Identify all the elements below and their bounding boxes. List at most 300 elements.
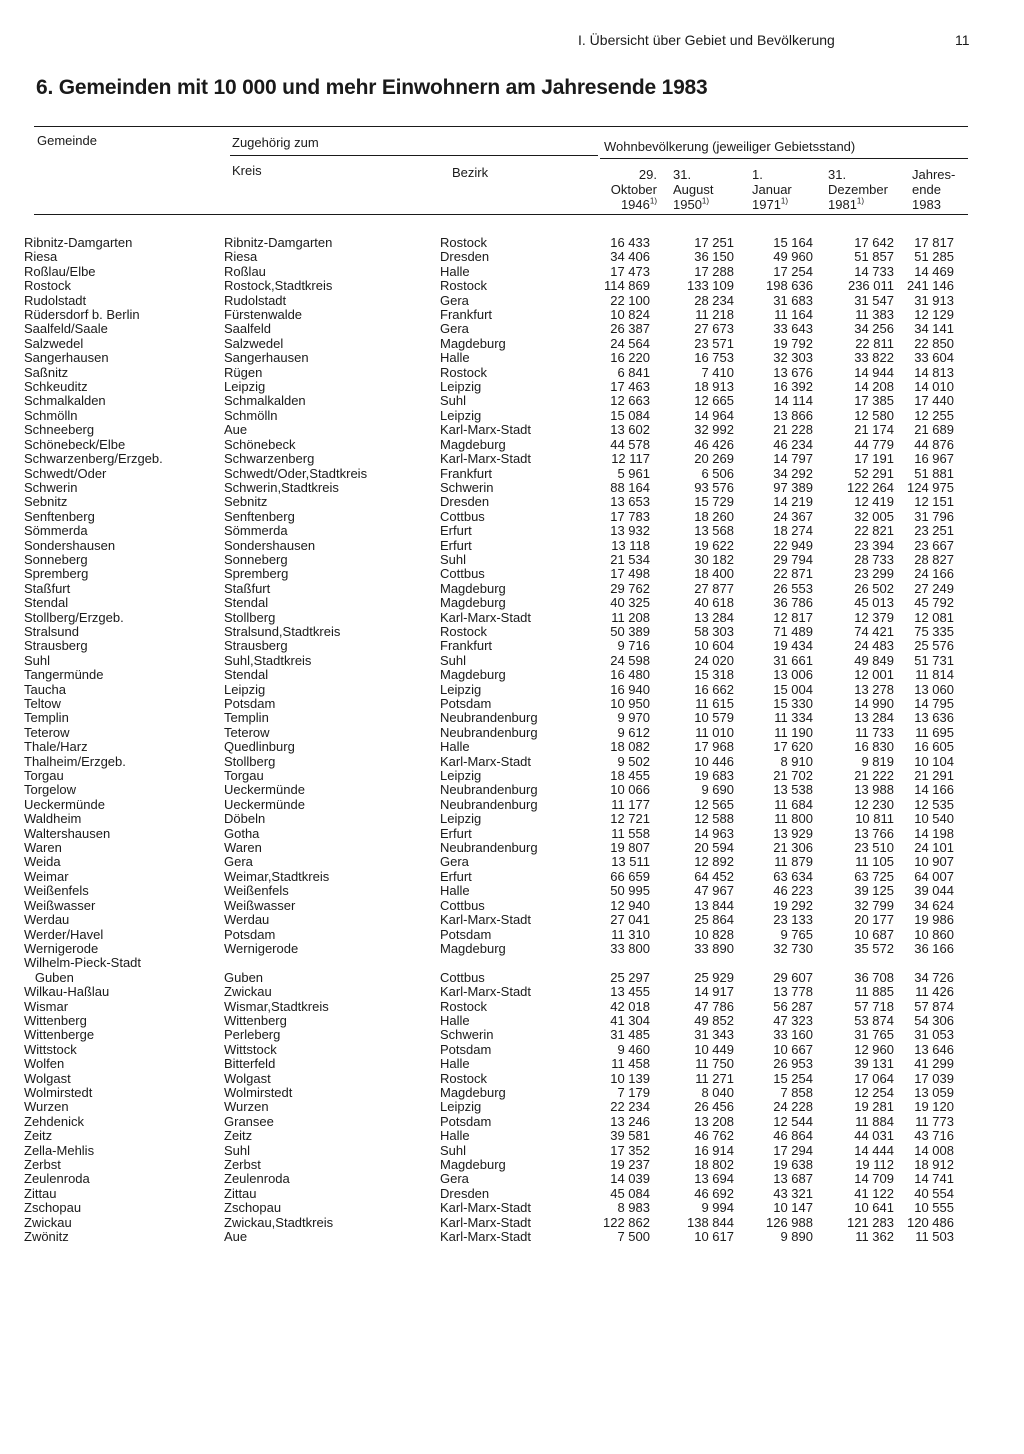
cell-kreis: Ueckermünde bbox=[224, 796, 305, 812]
cell-value: 14 917 bbox=[694, 984, 734, 1000]
table-row bbox=[0, 524, 1024, 538]
cell-value: 9 819 bbox=[861, 753, 894, 769]
cell-value: 10 907 bbox=[914, 854, 954, 870]
cell-value: 16 662 bbox=[694, 681, 734, 697]
running-header: I. Übersicht über Gebiet und Bevölkerung bbox=[578, 32, 835, 48]
cell-bezirk: Halle bbox=[440, 883, 470, 899]
cell-bezirk: Potsdam bbox=[440, 1041, 492, 1057]
table-row bbox=[0, 683, 1024, 697]
cell-value: 8 040 bbox=[701, 1084, 734, 1100]
cell-value: 17 473 bbox=[610, 263, 650, 279]
cell-value: 16 830 bbox=[854, 739, 894, 755]
table-row bbox=[0, 467, 1024, 481]
cell-gemeinde: Strausberg bbox=[24, 638, 88, 654]
cell-gemeinde: Schkeuditz bbox=[24, 379, 88, 395]
cell-value: 44 779 bbox=[854, 436, 894, 452]
cell-value: 56 287 bbox=[773, 998, 813, 1014]
cell-gemeinde: Zwönitz bbox=[24, 1229, 69, 1245]
table-row bbox=[0, 870, 1024, 884]
cell-value: 31 913 bbox=[914, 292, 954, 308]
table-row bbox=[0, 582, 1024, 596]
cell-value: 21 702 bbox=[773, 768, 813, 784]
cell-value: 33 822 bbox=[854, 350, 894, 366]
header-col-1981: 31. Dezember 1981$^{1)}$ bbox=[828, 167, 888, 212]
cell-kreis: Leipzig bbox=[224, 681, 266, 697]
cell-value: 21 174 bbox=[854, 422, 894, 438]
cell-value: 14 813 bbox=[914, 364, 954, 380]
cell-value: 49 849 bbox=[854, 652, 894, 668]
footnote-marker: 1) bbox=[649, 196, 657, 206]
cell-value: 14 198 bbox=[914, 825, 954, 841]
cell-value: 32 730 bbox=[773, 940, 813, 956]
cell-value: 21 306 bbox=[773, 840, 813, 856]
cell-bezirk: Potsdam bbox=[440, 1113, 492, 1129]
cell-value: 20 177 bbox=[854, 912, 894, 928]
cell-gemeinde: Wilkau-Haßlau bbox=[24, 984, 110, 1000]
cell-gemeinde: Wolmirstedt bbox=[24, 1084, 93, 1100]
cell-value: 241 146 bbox=[907, 278, 954, 294]
page-title: 6. Gemeinden mit 10 000 und mehr Einwohnern am Jahresende 1983 bbox=[36, 76, 708, 99]
cell-value: 31 796 bbox=[914, 508, 954, 524]
cell-value: 22 811 bbox=[855, 335, 894, 351]
cell-gemeinde: Wittenberge bbox=[24, 1027, 95, 1043]
cell-kreis: Leipzig bbox=[224, 379, 266, 395]
header-kreis: Kreis bbox=[232, 163, 262, 178]
cell-value: 12 544 bbox=[773, 1113, 813, 1129]
cell-bezirk: Neubrandenburg bbox=[440, 710, 538, 726]
cell-value: 21 534 bbox=[610, 551, 650, 567]
cell-bezirk: Gera bbox=[440, 292, 469, 308]
cell-gemeinde: Ueckermünde bbox=[24, 796, 105, 812]
cell-value: 16 433 bbox=[610, 235, 650, 250]
cell-bezirk: Erfurt bbox=[440, 825, 472, 841]
cell-bezirk: Neubrandenburg bbox=[440, 782, 538, 798]
cell-value: 10 449 bbox=[694, 1041, 734, 1057]
cell-kreis: Werdau bbox=[224, 912, 270, 928]
cell-gemeinde: Thale/Harz bbox=[24, 739, 88, 755]
cell-kreis: Wittenberg bbox=[224, 1012, 287, 1028]
cell-value: 24 564 bbox=[610, 335, 650, 351]
cell-value: 27 877 bbox=[694, 580, 734, 596]
cell-value: 41 299 bbox=[914, 1056, 954, 1072]
cell-kreis: Wolgast bbox=[224, 1070, 271, 1086]
cell-value: 7 410 bbox=[701, 364, 734, 380]
cell-value: 25 864 bbox=[694, 912, 734, 928]
cell-value: 13 284 bbox=[694, 609, 734, 625]
cell-value: 26 502 bbox=[854, 580, 894, 596]
cell-bezirk: Suhl bbox=[440, 652, 467, 668]
cell-gemeinde: Waltershausen bbox=[24, 825, 111, 841]
cell-gemeinde: Wittenberg bbox=[24, 1012, 87, 1028]
table-row bbox=[0, 855, 1024, 869]
cell-value: 10 824 bbox=[610, 307, 650, 323]
cell-kreis: Rudolstadt bbox=[224, 292, 287, 308]
cell-value: 11 271 bbox=[695, 1070, 734, 1086]
table-row bbox=[0, 1230, 1024, 1244]
cell-bezirk: Halle bbox=[440, 739, 470, 755]
cell-value: 10 446 bbox=[694, 753, 734, 769]
cell-value: 124 975 bbox=[907, 479, 954, 495]
table-row bbox=[0, 438, 1024, 452]
cell-gemeinde: Wurzen bbox=[24, 1099, 69, 1115]
cell-value: 31 053 bbox=[914, 1027, 954, 1043]
cell-value: 10 641 bbox=[854, 1200, 894, 1216]
cell-bezirk: Erfurt bbox=[440, 523, 472, 539]
table-row bbox=[0, 1201, 1024, 1215]
cell-kreis: Spremberg bbox=[224, 566, 289, 582]
cell-value: 49 852 bbox=[694, 1012, 734, 1028]
cell-value: 47 786 bbox=[694, 998, 734, 1014]
cell-value: 20 594 bbox=[694, 840, 734, 856]
cell-kreis: Ueckermünde bbox=[224, 782, 305, 798]
cell-value: 45 013 bbox=[854, 595, 894, 611]
cell-value: 11 814 bbox=[915, 667, 954, 683]
cell-value: 53 874 bbox=[854, 1012, 894, 1028]
cell-value: 9 612 bbox=[617, 724, 650, 740]
table-row bbox=[0, 495, 1024, 509]
cell-value: 11 310 bbox=[611, 926, 650, 942]
cell-value: 10 579 bbox=[694, 710, 734, 726]
cell-kreis: Guben bbox=[224, 969, 264, 985]
cell-bezirk: Cottbus bbox=[440, 897, 485, 913]
cell-value: 21 689 bbox=[914, 422, 954, 438]
table-row bbox=[0, 913, 1024, 927]
cell-value: 46 762 bbox=[694, 1128, 734, 1144]
cell-kreis: Stollberg bbox=[224, 753, 276, 769]
cell-value: 23 571 bbox=[694, 335, 734, 351]
cell-value: 19 292 bbox=[773, 897, 813, 913]
cell-value: 45 084 bbox=[610, 1185, 650, 1201]
cell-kreis: Torgau bbox=[224, 768, 264, 784]
cell-value: 10 104 bbox=[914, 753, 954, 769]
cell-value: 46 223 bbox=[773, 883, 813, 899]
cell-value: 47 967 bbox=[694, 883, 734, 899]
cell-value: 13 778 bbox=[773, 984, 813, 1000]
cell-kreis: Roßlau bbox=[224, 263, 266, 279]
cell-value: 32 005 bbox=[854, 508, 894, 524]
cell-value: 198 636 bbox=[766, 278, 813, 294]
cell-bezirk: Leipzig bbox=[440, 407, 482, 423]
cell-value: 10 604 bbox=[694, 638, 734, 654]
cell-value: 23 510 bbox=[854, 840, 894, 856]
cell-kreis: Gera bbox=[224, 854, 253, 870]
cell-value: 14 010 bbox=[914, 379, 954, 395]
cell-value: 13 278 bbox=[854, 681, 894, 697]
cell-gemeinde: Sebnitz bbox=[24, 494, 68, 510]
cell-value: 28 234 bbox=[694, 292, 734, 308]
cell-bezirk: Frankfurt bbox=[440, 307, 493, 323]
cell-value: 32 799 bbox=[854, 897, 894, 913]
cell-value: 12 001 bbox=[854, 667, 894, 683]
cell-gemeinde: Rudolstadt bbox=[24, 292, 87, 308]
cell-kreis: Saalfeld bbox=[224, 321, 271, 337]
cell-gemeinde: Torgelow bbox=[24, 782, 77, 798]
cell-value: 17 288 bbox=[694, 263, 734, 279]
cell-value: 16 480 bbox=[610, 667, 650, 683]
table-row bbox=[0, 899, 1024, 913]
cell-value: 64 007 bbox=[914, 868, 954, 884]
table-row bbox=[0, 1216, 1024, 1230]
cell-kreis: Zwickau bbox=[224, 984, 272, 1000]
cell-gemeinde: Zwickau bbox=[24, 1214, 72, 1230]
cell-value: 10 147 bbox=[773, 1200, 813, 1216]
cell-bezirk: Leipzig bbox=[440, 1099, 482, 1115]
header-col-1983: Jahres- ende 1983 bbox=[912, 167, 956, 212]
cell-kreis: Weißwasser bbox=[224, 897, 296, 913]
cell-value: 16 392 bbox=[773, 379, 813, 395]
cell-value: 23 299 bbox=[854, 566, 894, 582]
table-row bbox=[0, 265, 1024, 279]
cell-value: 11 615 bbox=[695, 696, 734, 711]
cell-value: 236 011 bbox=[847, 278, 894, 294]
table-body bbox=[0, 236, 1024, 1244]
cell-kreis: Bitterfeld bbox=[224, 1056, 276, 1072]
header-col-1946: 29. Oktober 1946$^{1)}$ bbox=[610, 167, 657, 212]
cell-kreis: Fürstenwalde bbox=[224, 307, 303, 323]
cell-value: 22 949 bbox=[773, 537, 813, 553]
cell-value: 12 535 bbox=[914, 796, 954, 812]
zugehoerig-rule bbox=[230, 155, 598, 156]
cell-bezirk: Dresden bbox=[440, 494, 490, 510]
table-row bbox=[0, 294, 1024, 308]
cell-value: 17 251 bbox=[694, 235, 734, 250]
table-row bbox=[0, 1187, 1024, 1201]
cell-value: 7 500 bbox=[617, 1229, 650, 1245]
cell-bezirk: Schwerin bbox=[440, 479, 494, 495]
cell-value: 9 970 bbox=[617, 710, 650, 726]
cell-value: 10 066 bbox=[610, 782, 650, 798]
cell-bezirk: Gera bbox=[440, 1171, 469, 1187]
cell-value: 23 667 bbox=[914, 537, 954, 553]
cell-value: 17 440 bbox=[914, 393, 954, 409]
table-row bbox=[0, 841, 1024, 855]
cell-gemeinde: Zerbst bbox=[24, 1157, 61, 1172]
cell-value: 13 208 bbox=[694, 1113, 734, 1129]
cell-gemeinde: Zittau bbox=[24, 1185, 57, 1201]
cell-bezirk: Halle bbox=[440, 350, 470, 366]
table-row bbox=[0, 322, 1024, 336]
cell-value: 51 857 bbox=[854, 249, 894, 265]
cell-gemeinde: Saßnitz bbox=[24, 364, 69, 380]
cell-value: 12 379 bbox=[854, 609, 894, 625]
cell-value: 28 827 bbox=[914, 551, 954, 567]
cell-gemeinde: Wolgast bbox=[24, 1070, 71, 1086]
cell-value: 126 988 bbox=[766, 1214, 813, 1230]
cell-value: 51 881 bbox=[914, 465, 954, 481]
cell-value: 51 731 bbox=[914, 652, 954, 668]
cell-value: 12 665 bbox=[694, 393, 734, 409]
table-row bbox=[0, 769, 1024, 783]
cell-gemeinde: Sondershausen bbox=[24, 537, 116, 553]
cell-value: 12 151 bbox=[914, 494, 954, 510]
cell-kreis: Wismar,Stadtkreis bbox=[224, 998, 329, 1014]
cell-gemeinde: Sangerhausen bbox=[24, 350, 109, 366]
table-row bbox=[0, 1144, 1024, 1158]
cell-value: 9 460 bbox=[617, 1041, 650, 1057]
cell-value: 33 890 bbox=[694, 940, 734, 956]
table-row bbox=[0, 308, 1024, 322]
cell-bezirk: Neubrandenburg bbox=[440, 840, 538, 856]
cell-value: 10 811 bbox=[855, 811, 894, 827]
cell-kreis: Sangerhausen bbox=[224, 350, 309, 366]
footnote-marker: 1) bbox=[856, 196, 865, 206]
cell-value: 42 018 bbox=[610, 998, 650, 1014]
cell-bezirk: Leipzig bbox=[440, 379, 482, 395]
cell-bezirk: Magdeburg bbox=[440, 940, 506, 956]
cell-value: 17 783 bbox=[610, 508, 650, 524]
cell-value: 11 426 bbox=[915, 984, 954, 1000]
cell-value: 25 297 bbox=[610, 969, 650, 985]
table-row bbox=[0, 668, 1024, 682]
cell-bezirk: Karl-Marx-Stadt bbox=[440, 422, 532, 438]
cell-value: 9 690 bbox=[701, 782, 734, 798]
page-number: 11 bbox=[955, 32, 970, 48]
header-wohnbevoelkerung: Wohnbevölkerung (jeweiliger Gebietsstand) bbox=[604, 139, 856, 154]
table-row bbox=[0, 1043, 1024, 1057]
cell-bezirk: Dresden bbox=[440, 249, 490, 265]
cell-value: 11 503 bbox=[915, 1229, 954, 1245]
cell-value: 11 733 bbox=[855, 724, 894, 740]
cell-value: 114 869 bbox=[603, 278, 650, 294]
cell-kreis: Aue bbox=[224, 1229, 248, 1245]
cell-kreis: Suhl,Stadtkreis bbox=[224, 652, 312, 668]
cell-value: 26 387 bbox=[610, 321, 650, 337]
cell-value: 51 285 bbox=[914, 249, 954, 265]
cell-value: 54 306 bbox=[914, 1012, 954, 1028]
cell-value: 14 444 bbox=[854, 1142, 894, 1158]
cell-value: 12 254 bbox=[854, 1084, 894, 1100]
cell-value: 27 041 bbox=[610, 912, 650, 928]
cell-value: 8 910 bbox=[780, 753, 813, 769]
cell-bezirk: Suhl bbox=[440, 393, 467, 409]
cell-value: 18 913 bbox=[694, 379, 734, 395]
cell-value: 13 006 bbox=[773, 667, 813, 683]
cell-value: 17 620 bbox=[773, 739, 813, 755]
cell-value: 27 249 bbox=[914, 580, 954, 596]
cell-bezirk: Karl-Marx-Stadt bbox=[440, 984, 532, 1000]
cell-value: 11 800 bbox=[774, 811, 813, 827]
cell-gemeinde: Wernigerode bbox=[24, 940, 99, 956]
cell-bezirk: Halle bbox=[440, 263, 470, 279]
cell-value: 17 642 bbox=[854, 235, 894, 250]
cell-bezirk: Suhl bbox=[440, 551, 467, 567]
table-row bbox=[0, 279, 1024, 293]
cell-value: 11 773 bbox=[915, 1113, 954, 1129]
cell-kreis: Perleberg bbox=[224, 1027, 281, 1043]
cell-value: 40 325 bbox=[610, 595, 650, 611]
cell-gemeinde: Taucha bbox=[24, 681, 66, 697]
table-row bbox=[0, 409, 1024, 423]
cell-gemeinde: Teltow bbox=[24, 696, 61, 711]
cell-value: 36 786 bbox=[773, 595, 813, 611]
table-row bbox=[0, 827, 1024, 841]
cell-bezirk: Karl-Marx-Stadt bbox=[440, 912, 532, 928]
cell-gemeinde: Wittstock bbox=[24, 1041, 77, 1057]
cell-value: 10 540 bbox=[914, 811, 954, 827]
cell-value: 34 624 bbox=[914, 897, 954, 913]
cell-value: 19 120 bbox=[914, 1099, 954, 1115]
cell-kreis: Rostock,Stadtkreis bbox=[224, 278, 333, 294]
cell-value: 74 421 bbox=[854, 623, 894, 639]
cell-gemeinde: Stendal bbox=[24, 595, 69, 611]
cell-gemeinde: Zella-Mehlis bbox=[24, 1142, 95, 1158]
cell-bezirk: Magdeburg bbox=[440, 595, 506, 611]
cell-value: 18 260 bbox=[694, 508, 734, 524]
cell-value: 58 303 bbox=[694, 623, 734, 639]
cell-kreis: Aue bbox=[224, 422, 248, 438]
cell-value: 13 602 bbox=[610, 422, 650, 438]
cell-bezirk: Magdeburg bbox=[440, 1084, 506, 1100]
cell-bezirk: Karl-Marx-Stadt bbox=[440, 1214, 532, 1230]
cell-value: 12 081 bbox=[914, 609, 954, 625]
cell-value: 16 605 bbox=[914, 739, 954, 755]
cell-kreis: Templin bbox=[224, 710, 269, 726]
cell-value: 12 663 bbox=[610, 393, 650, 409]
cell-gemeinde: Schmalkalden bbox=[24, 393, 106, 409]
cell-gemeinde: Zehdenick bbox=[24, 1113, 84, 1129]
table-row bbox=[0, 337, 1024, 351]
cell-kreis: Schwarzenberg bbox=[224, 451, 315, 467]
table-row bbox=[0, 654, 1024, 668]
cell-value: 28 733 bbox=[854, 551, 894, 567]
cell-value: 9 716 bbox=[617, 638, 650, 654]
cell-bezirk: Leipzig bbox=[440, 768, 482, 784]
cell-value: 40 618 bbox=[694, 595, 734, 611]
cell-value: 5 961 bbox=[617, 465, 650, 481]
cell-kreis: Wernigerode bbox=[224, 940, 299, 956]
table-row bbox=[0, 798, 1024, 812]
cell-gemeinde: Schwerin bbox=[24, 479, 78, 495]
cell-bezirk: Leipzig bbox=[440, 811, 482, 827]
cell-bezirk: Karl-Marx-Stadt bbox=[440, 609, 532, 625]
table-row bbox=[0, 956, 1024, 970]
cell-value: 16 940 bbox=[610, 681, 650, 697]
wohnbevoelkerung-rule bbox=[600, 158, 968, 159]
cell-value: 11 695 bbox=[915, 724, 954, 740]
cell-value: 10 860 bbox=[914, 926, 954, 942]
cell-kreis: Suhl bbox=[224, 1142, 251, 1158]
cell-value: 35 572 bbox=[854, 940, 894, 956]
cell-value: 11 458 bbox=[611, 1056, 650, 1072]
cell-gemeinde: Wolfen bbox=[24, 1056, 65, 1072]
cell-value: 14 219 bbox=[773, 494, 813, 510]
cell-value: 9 890 bbox=[780, 1229, 813, 1245]
cell-bezirk: Frankfurt bbox=[440, 465, 493, 481]
cell-value: 31 683 bbox=[773, 292, 813, 308]
cell-value: 13 636 bbox=[914, 710, 954, 726]
table-row bbox=[0, 236, 1024, 250]
cell-value: 25 576 bbox=[914, 638, 954, 654]
cell-value: 39 125 bbox=[854, 883, 894, 899]
cell-gemeinde: Rostock bbox=[24, 278, 71, 294]
cell-kreis: Zittau bbox=[224, 1185, 257, 1201]
cell-bezirk: Karl-Marx-Stadt bbox=[440, 451, 532, 467]
cell-value: 63 634 bbox=[773, 868, 813, 884]
cell-bezirk: Rostock bbox=[440, 1070, 487, 1086]
cell-value: 14 963 bbox=[694, 825, 734, 841]
cell-value: 14 797 bbox=[773, 451, 813, 467]
table-row bbox=[0, 884, 1024, 898]
cell-kreis: Staßfurt bbox=[224, 580, 271, 596]
cell-value: 34 726 bbox=[914, 969, 954, 985]
table-row bbox=[0, 481, 1024, 495]
cell-value: 15 330 bbox=[773, 696, 813, 711]
cell-value: 23 394 bbox=[854, 537, 894, 553]
cell-value: 122 264 bbox=[847, 479, 894, 495]
cell-value: 121 283 bbox=[847, 1214, 894, 1230]
cell-value: 17 968 bbox=[694, 739, 734, 755]
cell-value: 120 486 bbox=[907, 1214, 954, 1230]
